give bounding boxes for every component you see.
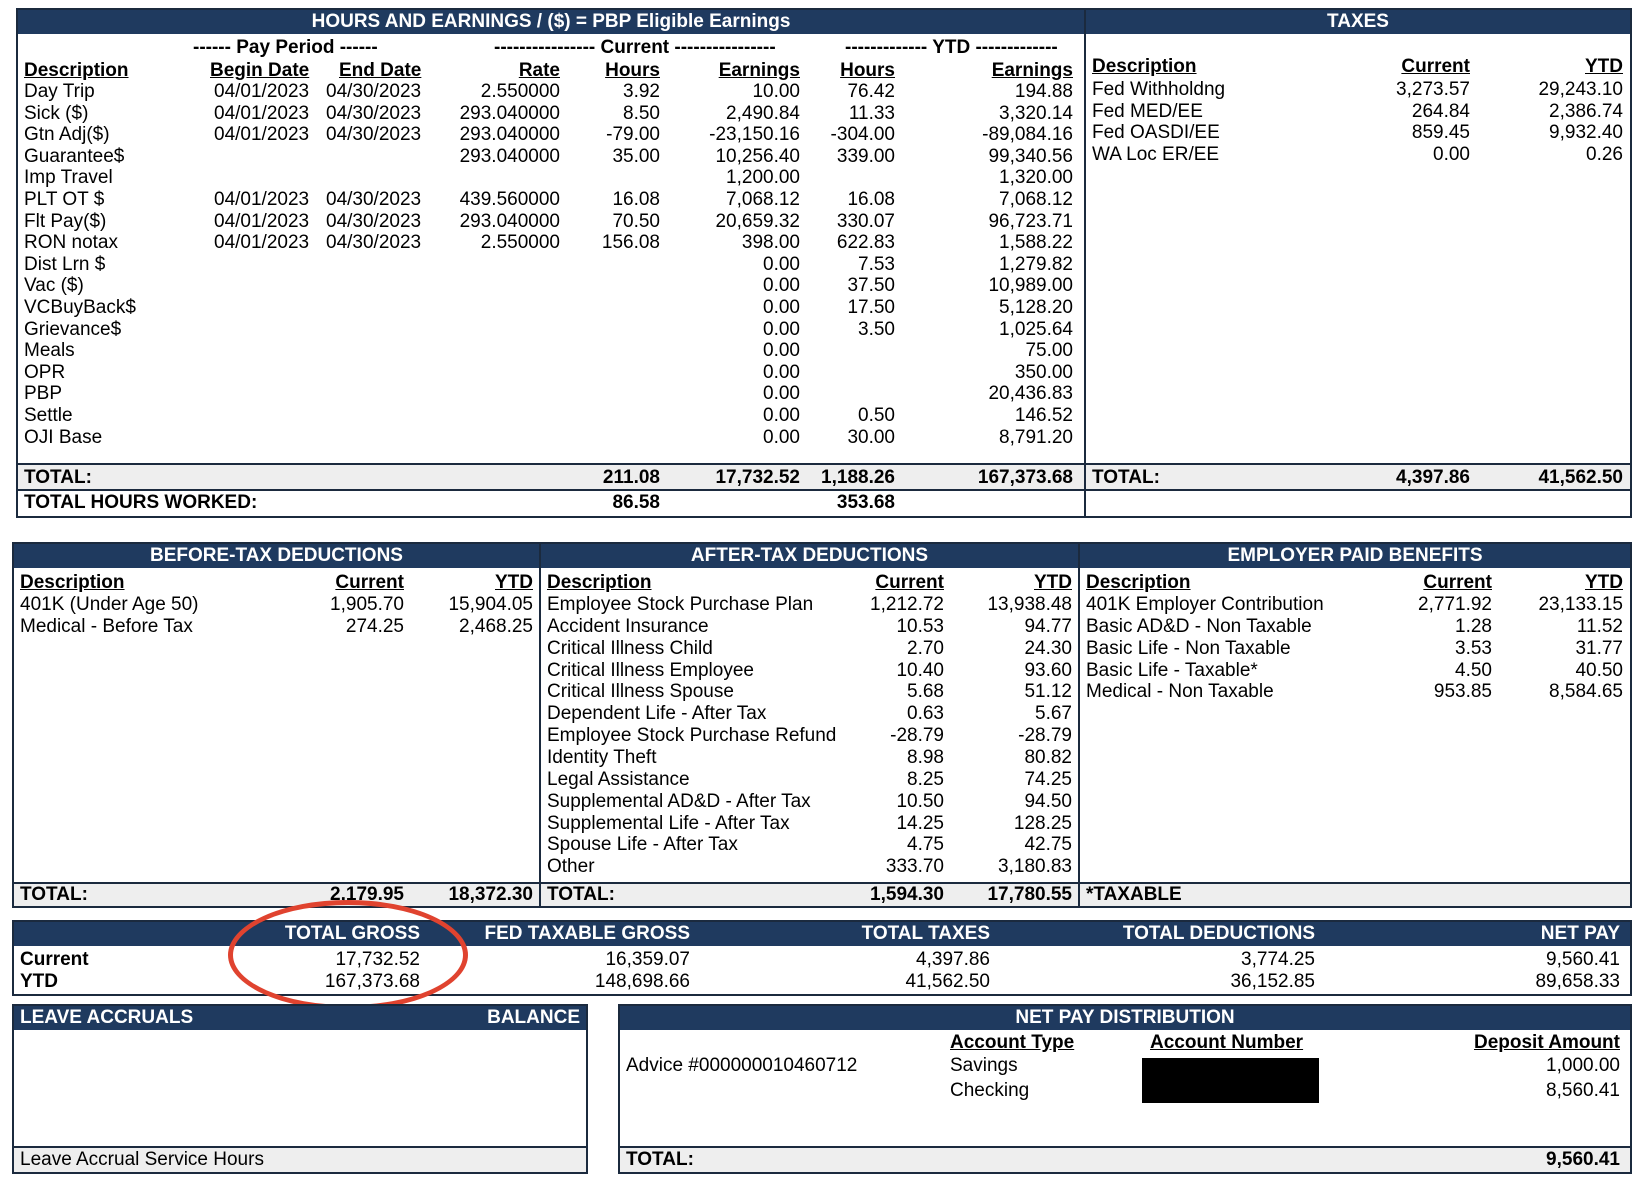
employer-benefit-row-description: Medical - Non Taxable bbox=[1086, 681, 1274, 702]
tax-current: 0.00 bbox=[1433, 144, 1470, 165]
bt-col-current: Current bbox=[335, 572, 404, 593]
he-total-ytd-hours: 1,188.26 bbox=[821, 467, 895, 488]
at-total-current: 1,594.30 bbox=[870, 884, 944, 905]
after-tax-row-current: 8.25 bbox=[907, 769, 944, 790]
col-end-date: End Date bbox=[339, 60, 422, 81]
he-total-hours: 211.08 bbox=[602, 467, 660, 488]
after-tax-row-current: 10.40 bbox=[896, 660, 944, 681]
earning-amount: 2,490.84 bbox=[726, 103, 800, 124]
total-gross-highlight-circle bbox=[228, 900, 468, 1010]
tax-current: 3,273.57 bbox=[1396, 79, 1470, 100]
earning-amount: 0.00 bbox=[763, 275, 800, 296]
after-tax-row-ytd: 80.82 bbox=[1024, 747, 1072, 768]
earning-end-date: 04/30/2023 bbox=[326, 232, 422, 253]
after-tax-row-ytd: 94.77 bbox=[1024, 616, 1072, 637]
earning-ytd-hours: 3.50 bbox=[858, 319, 895, 340]
he-total-ytd-earnings: 167,373.68 bbox=[977, 467, 1073, 488]
tax-bottom-divider bbox=[1086, 489, 1630, 491]
earning-hours: 70.50 bbox=[612, 211, 660, 232]
dist-col-account-type: Account Type bbox=[950, 1032, 1075, 1053]
summary-ytd-deductions: 36,152.85 bbox=[1230, 971, 1315, 992]
earning-ytd-hours: 16.08 bbox=[847, 189, 895, 210]
dist-total-amount: 9,560.41 bbox=[1546, 1149, 1620, 1170]
earning-description: Vac ($) bbox=[24, 275, 84, 296]
earning-rate: 293.040000 bbox=[459, 211, 560, 232]
hours-earnings-header: HOURS AND EARNINGS / ($) = PBP Eligible Earnings bbox=[18, 10, 1084, 34]
ep-col-ytd: YTD bbox=[1585, 572, 1623, 593]
earning-amount: 0.00 bbox=[763, 383, 800, 404]
earning-begin-date: 04/01/2023 bbox=[214, 189, 310, 210]
earning-description: RON notax bbox=[24, 232, 118, 253]
earning-begin-date: 04/01/2023 bbox=[214, 81, 310, 102]
bt-total-label: TOTAL: bbox=[20, 884, 88, 905]
earning-ytd-amount: 1,279.82 bbox=[999, 254, 1073, 275]
earning-description: Settle bbox=[24, 405, 73, 426]
after-tax-row-description: Legal Assistance bbox=[547, 769, 690, 790]
earning-description: Grievance$ bbox=[24, 319, 122, 340]
employer-benefit-row-ytd: 31.77 bbox=[1575, 638, 1623, 659]
he-worked-ytd-hours: 353.68 bbox=[836, 492, 895, 513]
dist-row-1-amount: 1,000.00 bbox=[1546, 1055, 1620, 1076]
after-tax-row-ytd: -28.79 bbox=[1018, 725, 1072, 746]
tax-current: 859.45 bbox=[1411, 122, 1470, 143]
leave-service-hours-label: Leave Accrual Service Hours bbox=[20, 1149, 264, 1170]
earning-amount: 20,659.32 bbox=[715, 211, 800, 232]
after-tax-row-ytd: 24.30 bbox=[1024, 638, 1072, 659]
earning-end-date: 04/30/2023 bbox=[326, 211, 422, 232]
ded-divider-2 bbox=[1078, 544, 1080, 906]
earning-hours: 156.08 bbox=[601, 232, 660, 253]
summary-current-net-pay: 9,560.41 bbox=[1546, 949, 1620, 970]
after-tax-row-current: 5.68 bbox=[907, 681, 944, 702]
dist-total-label: TOTAL: bbox=[626, 1149, 694, 1170]
after-tax-header: AFTER-TAX DEDUCTIONS bbox=[541, 544, 1078, 568]
earning-amount: 10.00 bbox=[752, 81, 800, 102]
tax-col-current: Current bbox=[1401, 56, 1470, 77]
earning-ytd-amount: 1,320.00 bbox=[999, 167, 1073, 188]
bt-total-current: 2,179.95 bbox=[330, 884, 404, 905]
after-tax-row-ytd: 94.50 bbox=[1024, 791, 1072, 812]
earning-description: Imp Travel bbox=[24, 167, 113, 188]
tax-total-label: TOTAL: bbox=[1092, 467, 1160, 488]
summary-total-taxes-header: TOTAL TAXES bbox=[861, 923, 990, 944]
earning-description: Guarantee$ bbox=[24, 146, 125, 167]
tax-col-ytd: YTD bbox=[1585, 56, 1623, 77]
earning-amount: 1,200.00 bbox=[726, 167, 800, 188]
earning-amount: 0.00 bbox=[763, 405, 800, 426]
tax-total-current: 4,397.86 bbox=[1396, 467, 1470, 488]
dist-row-2-amount: 8,560.41 bbox=[1546, 1080, 1620, 1101]
earning-begin-date: 04/01/2023 bbox=[214, 103, 310, 124]
earning-ytd-amount: 3,320.14 bbox=[999, 103, 1073, 124]
employer-benefit-row-current: 4.50 bbox=[1455, 660, 1492, 681]
earning-ytd-amount: 1,025.64 bbox=[999, 319, 1073, 340]
at-total-ytd: 17,780.55 bbox=[987, 884, 1072, 905]
account-number-redaction bbox=[1142, 1058, 1319, 1103]
after-tax-row-current: -28.79 bbox=[890, 725, 944, 746]
after-tax-row-ytd: 93.60 bbox=[1024, 660, 1072, 681]
after-tax-row-ytd: 128.25 bbox=[1013, 813, 1072, 834]
earning-ytd-amount: 5,128.20 bbox=[999, 297, 1073, 318]
at-col-current: Current bbox=[875, 572, 944, 593]
earning-ytd-amount: 350.00 bbox=[1014, 362, 1073, 383]
summary-total-gross-header: TOTAL GROSS bbox=[284, 923, 420, 944]
employer-benefit-row-current: 3.53 bbox=[1455, 638, 1492, 659]
after-tax-row-description: Critical Illness Child bbox=[547, 638, 713, 659]
at-total-label: TOTAL: bbox=[547, 884, 615, 905]
after-tax-row-description: Accident Insurance bbox=[547, 616, 709, 637]
summary-current-taxes: 4,397.86 bbox=[916, 949, 990, 970]
earning-description: OJI Base bbox=[24, 427, 103, 448]
after-tax-row-ytd: 3,180.83 bbox=[998, 856, 1072, 877]
after-tax-row-description: Other bbox=[547, 856, 595, 877]
after-tax-row-current: 10.53 bbox=[896, 616, 944, 637]
summary-current-deductions: 3,774.25 bbox=[1241, 949, 1315, 970]
after-tax-row-current: 333.70 bbox=[885, 856, 944, 877]
leave-accruals-title: LEAVE ACCRUALS bbox=[20, 1007, 194, 1028]
bt-total-ytd: 18,372.30 bbox=[448, 884, 533, 905]
after-tax-row-current: 14.25 bbox=[896, 813, 944, 834]
after-tax-row-description: Employee Stock Purchase Plan bbox=[547, 594, 814, 615]
earning-ytd-amount: 146.52 bbox=[1014, 405, 1073, 426]
after-tax-row-ytd: 74.25 bbox=[1024, 769, 1072, 790]
earning-description: OPR bbox=[24, 362, 66, 383]
he-total-row bbox=[18, 465, 1084, 489]
earning-rate: 2.550000 bbox=[480, 232, 560, 253]
earning-end-date: 04/30/2023 bbox=[326, 189, 422, 210]
earning-amount: -23,150.16 bbox=[709, 124, 800, 145]
earning-begin-date: 04/01/2023 bbox=[214, 124, 310, 145]
before-tax-row-current: 1,905.70 bbox=[330, 594, 404, 615]
he-worked-hours: 86.58 bbox=[612, 492, 660, 513]
col-begin-date: Begin Date bbox=[210, 60, 310, 81]
before-tax-row-ytd: 2,468.25 bbox=[459, 616, 533, 637]
earning-rate: 439.560000 bbox=[459, 189, 560, 210]
ytd-group-label: ------------- YTD ------------- bbox=[845, 37, 1058, 58]
after-tax-row-current: 8.98 bbox=[907, 747, 944, 768]
col-ytd-earnings: Earnings bbox=[991, 60, 1073, 81]
employer-benefit-row-description: Basic Life - Non Taxable bbox=[1086, 638, 1291, 659]
after-tax-row-description: Employee Stock Purchase Refund bbox=[547, 725, 837, 746]
earning-amount: 7,068.12 bbox=[726, 189, 800, 210]
tax-description: Fed Withholdng bbox=[1092, 79, 1226, 100]
at-col-description: Description bbox=[547, 572, 652, 593]
advice-number: Advice #000000010460712 bbox=[626, 1055, 858, 1076]
earning-ytd-hours: 339.00 bbox=[836, 146, 895, 167]
earning-ytd-amount: 7,068.12 bbox=[999, 189, 1073, 210]
col-hours: Hours bbox=[605, 60, 660, 81]
earning-description: Gtn Adj($) bbox=[24, 124, 110, 145]
col-ytd-hours: Hours bbox=[840, 60, 895, 81]
earning-begin-date: 04/01/2023 bbox=[214, 211, 310, 232]
before-tax-header: BEFORE-TAX DEDUCTIONS bbox=[14, 544, 539, 568]
earning-description: Sick ($) bbox=[24, 103, 89, 124]
after-tax-row-description: Critical Illness Spouse bbox=[547, 681, 734, 702]
employer-taxable-footnote: *TAXABLE bbox=[1086, 884, 1182, 905]
summary-ytd-taxes: 41,562.50 bbox=[905, 971, 990, 992]
tax-description: Fed MED/EE bbox=[1092, 101, 1203, 122]
col-description: Description bbox=[24, 60, 129, 81]
earning-ytd-hours: 17.50 bbox=[847, 297, 895, 318]
summary-fed-taxable-header: FED TAXABLE GROSS bbox=[484, 923, 690, 944]
earning-ytd-hours: 37.50 bbox=[847, 275, 895, 296]
at-col-ytd: YTD bbox=[1034, 572, 1072, 593]
tax-ytd: 9,932.40 bbox=[1549, 122, 1623, 143]
employer-benefit-row-ytd: 40.50 bbox=[1575, 660, 1623, 681]
ep-col-current: Current bbox=[1423, 572, 1492, 593]
earning-ytd-amount: 8,791.20 bbox=[999, 427, 1073, 448]
summary-ytd-net-pay: 89,658.33 bbox=[1535, 971, 1620, 992]
earning-ytd-amount: 99,340.56 bbox=[988, 146, 1073, 167]
dist-row-2-type: Checking bbox=[950, 1080, 1030, 1101]
bt-col-description: Description bbox=[20, 572, 125, 593]
summary-current-gross: 17,732.52 bbox=[335, 949, 420, 970]
earning-amount: 0.00 bbox=[763, 319, 800, 340]
employer-benefits-header: EMPLOYER PAID BENEFITS bbox=[1080, 544, 1630, 568]
summary-current-label: Current bbox=[20, 949, 89, 970]
earning-amount: 10,256.40 bbox=[715, 146, 800, 167]
earning-ytd-hours: 11.33 bbox=[848, 103, 895, 124]
tax-ytd: 2,386.74 bbox=[1549, 101, 1623, 122]
earning-ytd-amount: 194.88 bbox=[1014, 81, 1073, 102]
after-tax-row-description: Spouse Life - After Tax bbox=[547, 834, 738, 855]
earning-amount: 0.00 bbox=[763, 254, 800, 275]
employer-benefit-row-current: 953.85 bbox=[1433, 681, 1492, 702]
he-worked-divider bbox=[18, 489, 1084, 491]
after-tax-row-ytd: 42.75 bbox=[1024, 834, 1072, 855]
earning-ytd-amount: 20,436.83 bbox=[988, 383, 1073, 404]
tax-total-ytd: 41,562.50 bbox=[1538, 467, 1623, 488]
earning-ytd-hours: 7.53 bbox=[858, 254, 895, 275]
earning-ytd-hours: 330.07 bbox=[836, 211, 895, 232]
earning-hours: 16.08 bbox=[612, 189, 660, 210]
employer-benefit-row-current: 1.28 bbox=[1455, 616, 1492, 637]
earning-hours: 8.50 bbox=[623, 103, 660, 124]
bt-col-ytd: YTD bbox=[495, 572, 533, 593]
before-tax-row-description: Medical - Before Tax bbox=[20, 616, 193, 637]
ded-total-sep-2 bbox=[1078, 884, 1080, 906]
employer-benefit-row-ytd: 23,133.15 bbox=[1538, 594, 1623, 615]
earning-hours: 35.00 bbox=[612, 146, 660, 167]
leave-balance-header: BALANCE bbox=[487, 1007, 580, 1028]
employer-benefit-row-description: 401K Employer Contribution bbox=[1086, 594, 1324, 615]
after-tax-row-current: 0.63 bbox=[907, 703, 944, 724]
after-tax-row-current: 10.50 bbox=[896, 791, 944, 812]
tax-current: 264.84 bbox=[1411, 101, 1470, 122]
earning-rate: 2.550000 bbox=[480, 81, 560, 102]
tax-description: WA Loc ER/EE bbox=[1092, 144, 1220, 165]
tax-description: Fed OASDI/EE bbox=[1092, 122, 1220, 143]
earning-rate: 293.040000 bbox=[459, 103, 560, 124]
tax-ytd: 29,243.10 bbox=[1538, 79, 1623, 100]
after-tax-row-description: Dependent Life - After Tax bbox=[547, 703, 767, 724]
earning-ytd-hours: 30.00 bbox=[847, 427, 895, 448]
earning-end-date: 04/30/2023 bbox=[326, 103, 422, 124]
earning-ytd-amount: 96,723.71 bbox=[988, 211, 1073, 232]
earning-description: Day Trip bbox=[24, 81, 95, 102]
employer-benefit-row-description: Basic AD&D - Non Taxable bbox=[1086, 616, 1312, 637]
ep-col-description: Description bbox=[1086, 572, 1191, 593]
after-tax-row-ytd: 5.67 bbox=[1035, 703, 1072, 724]
earning-ytd-hours: 622.83 bbox=[836, 232, 895, 253]
he-worked-label: TOTAL HOURS WORKED: bbox=[24, 492, 258, 513]
summary-ytd-fed-taxable: 148,698.66 bbox=[594, 971, 690, 992]
earning-ytd-hours: 0.50 bbox=[858, 405, 895, 426]
ded-total-row bbox=[14, 884, 1630, 906]
employer-benefit-row-description: Basic Life - Taxable* bbox=[1086, 660, 1258, 681]
earning-description: PBP bbox=[24, 383, 63, 404]
earning-amount: 398.00 bbox=[741, 232, 800, 253]
after-tax-row-description: Supplemental Life - After Tax bbox=[547, 813, 790, 834]
earning-ytd-hours: -304.00 bbox=[830, 124, 895, 145]
earning-rate: 293.040000 bbox=[459, 146, 560, 167]
col-earnings: Earnings bbox=[718, 60, 800, 81]
earning-amount: 0.00 bbox=[763, 340, 800, 361]
before-tax-row-ytd: 15,904.05 bbox=[448, 594, 533, 615]
after-tax-row-ytd: 13,938.48 bbox=[987, 594, 1072, 615]
he-total-earnings: 17,732.52 bbox=[715, 467, 800, 488]
tax-col-description: Description bbox=[1092, 56, 1197, 77]
after-tax-row-current: 4.75 bbox=[907, 834, 944, 855]
earning-rate: 293.040000 bbox=[459, 124, 560, 145]
after-tax-row-description: Identity Theft bbox=[547, 747, 657, 768]
he-total-label: TOTAL: bbox=[24, 467, 92, 488]
earning-ytd-amount: 75.00 bbox=[1025, 340, 1073, 361]
earning-description: PLT OT $ bbox=[24, 189, 105, 210]
earning-end-date: 04/30/2023 bbox=[326, 81, 422, 102]
earning-begin-date: 04/01/2023 bbox=[214, 232, 310, 253]
after-tax-row-description: Supplemental AD&D - After Tax bbox=[547, 791, 811, 812]
pay-period-group-label: ------ Pay Period ------ bbox=[193, 37, 378, 58]
earning-description: Dist Lrn $ bbox=[24, 254, 106, 275]
earning-amount: 0.00 bbox=[763, 362, 800, 383]
earning-amount: 0.00 bbox=[763, 427, 800, 448]
ded-total-sep-1 bbox=[539, 884, 541, 906]
dist-col-deposit-amount: Deposit Amount bbox=[1473, 1032, 1620, 1053]
earning-ytd-amount: 1,588.22 bbox=[999, 232, 1073, 253]
tax-ytd: 0.26 bbox=[1586, 144, 1623, 165]
employer-benefit-row-ytd: 11.52 bbox=[1576, 616, 1623, 637]
after-tax-row-current: 1,212.72 bbox=[870, 594, 944, 615]
taxes-header: TAXES bbox=[1086, 10, 1630, 34]
earning-description: Flt Pay($) bbox=[24, 211, 107, 232]
earning-hours: -79.00 bbox=[606, 124, 660, 145]
earning-ytd-hours: 76.42 bbox=[847, 81, 895, 102]
before-tax-row-description: 401K (Under Age 50) bbox=[20, 594, 199, 615]
earning-ytd-amount: -89,084.16 bbox=[982, 124, 1073, 145]
dist-row-1-type: Savings bbox=[950, 1055, 1018, 1076]
earning-amount: 0.00 bbox=[763, 297, 800, 318]
dist-col-account-number: Account Number bbox=[1150, 1032, 1304, 1053]
col-rate: Rate bbox=[518, 60, 560, 81]
after-tax-row-description: Critical Illness Employee bbox=[547, 660, 754, 681]
before-tax-row-current: 274.25 bbox=[345, 616, 404, 637]
after-tax-row-ytd: 51.12 bbox=[1024, 681, 1072, 702]
earning-hours: 3.92 bbox=[623, 81, 660, 102]
earning-description: Meals bbox=[24, 340, 75, 361]
earning-description: VCBuyBack$ bbox=[24, 297, 136, 318]
summary-total-deductions-header: TOTAL DEDUCTIONS bbox=[1122, 923, 1315, 944]
employer-benefit-row-current: 2,771.92 bbox=[1418, 594, 1492, 615]
after-tax-row-current: 2.70 bbox=[907, 638, 944, 659]
summary-net-pay-header: NET PAY bbox=[1540, 923, 1620, 944]
ded-divider-1 bbox=[539, 544, 541, 906]
current-group-label: ---------------- Current ---------------- bbox=[494, 37, 776, 58]
employer-benefit-row-ytd: 8,584.65 bbox=[1549, 681, 1623, 702]
earning-ytd-amount: 10,989.00 bbox=[988, 275, 1073, 296]
summary-ytd-label: YTD bbox=[20, 971, 58, 992]
summary-ytd-gross: 167,373.68 bbox=[324, 971, 420, 992]
earning-end-date: 04/30/2023 bbox=[326, 124, 422, 145]
summary-current-fed-taxable: 16,359.07 bbox=[605, 949, 690, 970]
net-pay-distribution-header: NET PAY DISTRIBUTION bbox=[620, 1006, 1630, 1030]
